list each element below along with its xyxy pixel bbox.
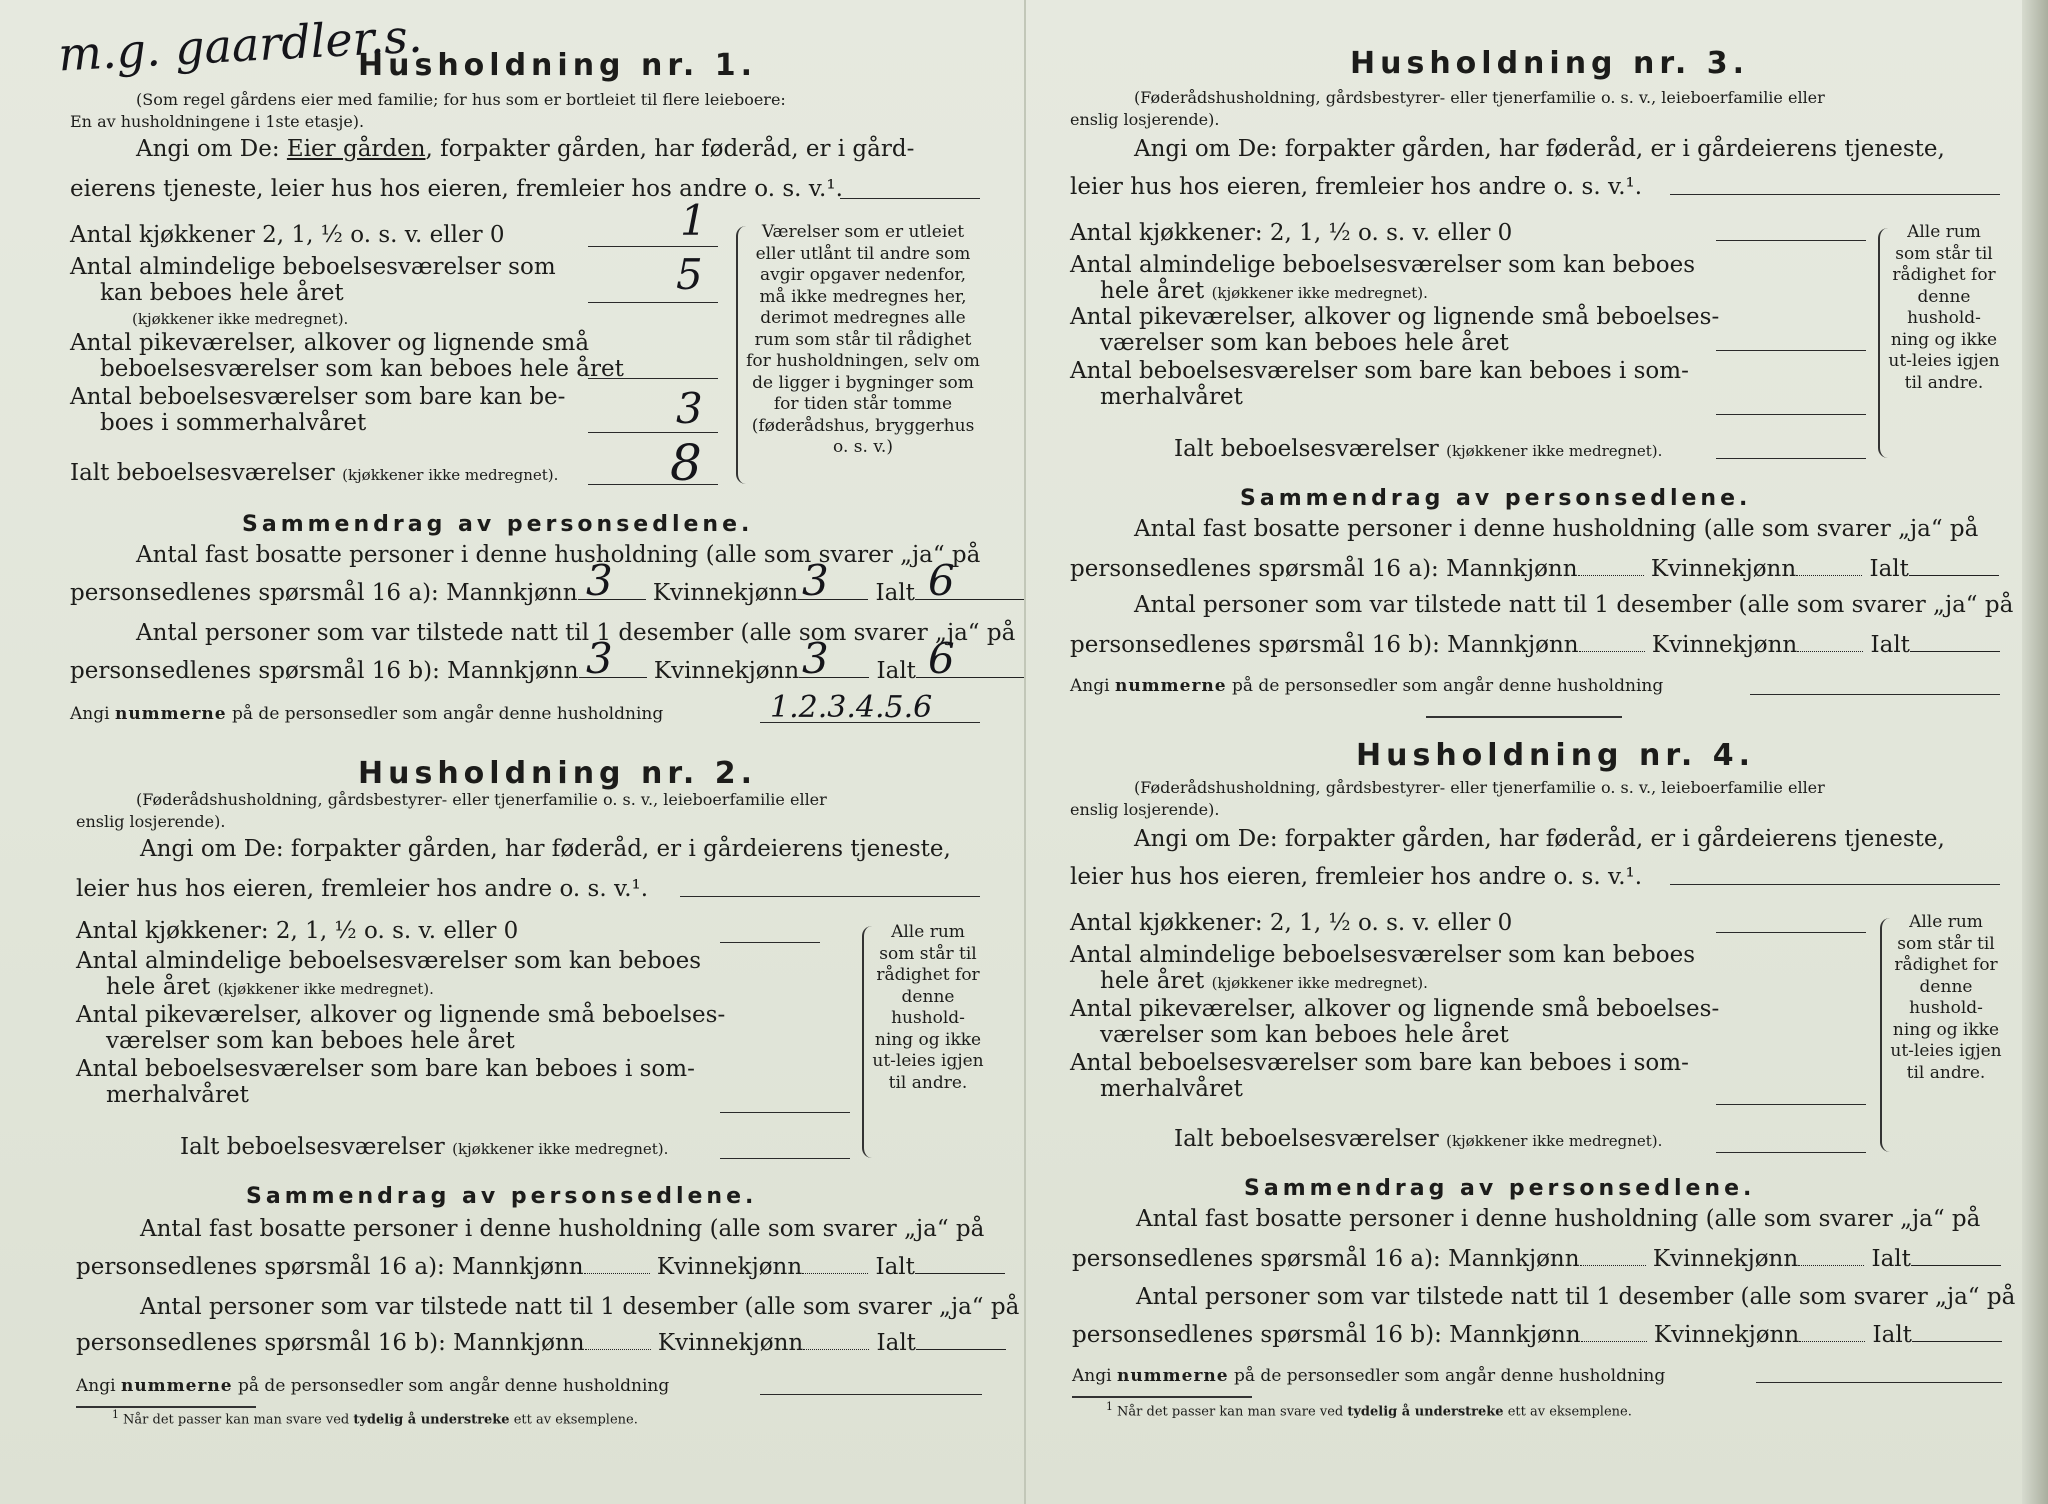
- scan-edge-shadow: [2022, 0, 2048, 1504]
- h3-natt-line2: personsedlenes spørsmål 16 b): Mannkjønn Kvinnekjønn Ialt: [1070, 632, 2000, 658]
- h3-kjokken-label: Antal kjøkkener: 2, 1, ½ o. s. v. eller 0: [1070, 220, 1513, 246]
- h1-side-note: Værelser som er utleiet eller utlånt til andre som avgir opgaver nedenfor, må ikke medregnes her, derimot medregnes alle rum som står til rådighet for husholdningen, selv om de ligger i bygninger som for tiden står tomme (føderådshus, bryggerhus o. s. v.): [746, 222, 980, 457]
- h1-pike-label1: Antal pikeværelser, alkover og lignende små: [70, 330, 590, 356]
- h1-natt-line2: personsedlenes spørsmål 16 b): Mannkjønn Kvinnekjønn Ialt: [70, 658, 1026, 684]
- h3-side-note: Alle rum som står til rådighet for denne hushold-ning og ikke ut-leies igjen til andre.: [1888, 222, 2000, 393]
- h1-fast-line2: personsedlenes spørsmål 16 a): Mannkjønn Kvinnekjønn Ialt: [70, 580, 1025, 606]
- h4-ialt-line: [1716, 1152, 1866, 1153]
- left-footnote: $^1$ Når det passer kan man svare ved tydelig å understreke ett av eksemplene.: [112, 1408, 638, 1428]
- h1-fast-kvinne: 3: [802, 556, 829, 605]
- h2-alm-label1: Antal almindelige beboelsesværelser som kan beboes: [76, 948, 702, 974]
- h2-sammendrag: Sammendrag av personsedlene.: [246, 1184, 758, 1209]
- h4-alm-label2: hele året (kjøkkener ikke medregnet).: [1100, 968, 1428, 994]
- h4-pike-label2: værelser som kan beboes hele året: [1100, 1022, 1509, 1048]
- h1-angi-answer-line: [840, 198, 980, 199]
- h1-kjokken-value: 1: [680, 196, 707, 245]
- h3-kjokken-line: [1716, 240, 1866, 241]
- h2-side-note: Alle rum som står til rådighet for denne hushold-ning og ikke ut-leies igjen til andre.: [872, 922, 984, 1093]
- h3-note2: enslig losjerende).: [1070, 110, 1220, 129]
- h3-sammendrag: Sammendrag av personsedlene.: [1240, 486, 1752, 511]
- h4-ialt-label: Ialt beboelsesværelser (kjøkkener ikke medregnet).: [1174, 1126, 1663, 1152]
- h4-angi-line1: Angi om De: forpakter gården, har føderåd, er i gårdeierens tjeneste,: [1134, 826, 1945, 852]
- h3-note: (Føderådshusholdning, gårdsbestyrer- eller tjenerfamilie o. s. v., leieboerfamilie eller: [1134, 88, 1825, 107]
- h3-alm-label2: hele året (kjøkkener ikke medregnet).: [1100, 278, 1428, 304]
- h1-alm-line: [588, 302, 718, 303]
- h2-kjokken-line: [720, 942, 820, 943]
- h1-alm-label1: Antal almindelige beboelsesværelser som: [70, 254, 556, 280]
- h4-fast-line1: Antal fast bosatte personer i denne husholdning (alle som svarer „ja“ på: [1136, 1206, 1981, 1232]
- h3-brace: [1878, 228, 1888, 458]
- h3-nummerne-line: [1750, 694, 2000, 695]
- h4-natt-line1: Antal personer som var tilstede natt til 1 desember (alle som svarer „ja“ på: [1136, 1284, 2016, 1310]
- h2-nummerne: Angi nummerne på de personsedler som angår denne husholdning: [76, 1376, 670, 1396]
- h3-pike-label2: værelser som kan beboes hele året: [1100, 330, 1509, 356]
- h2-alm-label2: hele året (kjøkkener ikke medregnet).: [106, 974, 434, 1000]
- h3-pike-line: [1716, 350, 1866, 351]
- h3-angi-line2: leier hus hos eieren, fremleier hos andre o. s. v.¹.: [1070, 174, 1643, 200]
- h3-ialt-line: [1716, 458, 1866, 459]
- h1-angi-line1: Angi om De: Eier gården, forpakter gården, har føderåd, er i gård-: [136, 136, 915, 162]
- h4-sommer-line: [1716, 1104, 1866, 1105]
- h1-pike-label2: beboelsesværelser som kan beboes hele året: [100, 356, 624, 382]
- h3-fast-line1: Antal fast bosatte personer i denne husholdning (alle som svarer „ja“ på: [1134, 516, 1979, 542]
- h1-pike-line: [588, 378, 718, 379]
- h2-ialt-line: [720, 1158, 850, 1159]
- h2-sommer-line: [720, 1112, 850, 1113]
- h3-angi-answer-line: [1670, 194, 2000, 195]
- h1-ialt-value: 8: [670, 434, 702, 492]
- handwritten-header: m.g. gaardler.s.: [56, 8, 424, 82]
- h4-sammendrag: Sammendrag av personsedlene.: [1244, 1176, 1756, 1201]
- h2-sommer-label1: Antal beboelsesværelser som bare kan beboes i som-: [76, 1056, 695, 1082]
- h1-title: Husholdning nr. 1.: [358, 48, 757, 83]
- h2-angi-line1: Angi om De: forpakter gården, har føderåd, er i gårdeierens tjeneste,: [140, 836, 951, 862]
- h4-sommer-label2: merhalvåret: [1100, 1076, 1243, 1102]
- h1-sommer-label2: boes i sommerhalvåret: [100, 410, 367, 436]
- h1-brace: [736, 226, 746, 484]
- h2-note: (Føderådshusholdning, gårdsbestyrer- eller tjenerfamilie o. s. v., leieboerfamilie eller: [136, 790, 827, 809]
- h4-title: Husholdning nr. 4.: [1356, 738, 1755, 773]
- h2-title: Husholdning nr. 2.: [358, 756, 757, 791]
- h1-nummerne-value: 1.2.3.4.5.6: [770, 690, 933, 725]
- h4-note2: enslig losjerende).: [1070, 800, 1220, 819]
- h1-alm-sub: (kjøkkener ikke medregnet).: [132, 310, 349, 328]
- right-foot-rule: [1072, 1396, 1252, 1398]
- h2-fast-line2: personsedlenes spørsmål 16 a): Mannkjønn Kvinnekjønn Ialt: [76, 1254, 1005, 1280]
- h1-fast-ialt: 6: [928, 556, 955, 605]
- h4-fast-line2: personsedlenes spørsmål 16 a): Mannkjønn Kvinnekjønn Ialt: [1072, 1246, 2001, 1272]
- h3-fast-line2: personsedlenes spørsmål 16 a): Mannkjønn Kvinnekjønn Ialt: [1070, 556, 1999, 582]
- h1-sommer-label1: Antal beboelsesværelser som bare kan be-: [70, 384, 566, 410]
- h4-note: (Føderådshusholdning, gårdsbestyrer- eller tjenerfamilie o. s. v., leieboerfamilie eller: [1134, 778, 1825, 797]
- h4-kjokken-label: Antal kjøkkener: 2, 1, ½ o. s. v. eller 0: [1070, 910, 1513, 936]
- h1-natt-line1: Antal personer som var tilstede natt til 1 desember (alle som svarer „ja“ på: [136, 620, 1016, 646]
- h2-pike-label2: værelser som kan beboes hele året: [106, 1028, 515, 1054]
- h4-sommer-label1: Antal beboelsesværelser som bare kan beboes i som-: [1070, 1050, 1689, 1076]
- h1-natt-kvinne: 3: [802, 634, 829, 683]
- h1-note2: En av husholdningene i 1ste etasje).: [70, 112, 365, 131]
- h2-ialt-label: Ialt beboelsesværelser (kjøkkener ikke medregnet).: [180, 1134, 669, 1160]
- h4-pike-label1: Antal pikeværelser, alkover og lignende små beboelses-: [1070, 996, 1720, 1022]
- h1-eier-underlined: Eier gården: [286, 136, 426, 162]
- h2-natt-line2: personsedlenes spørsmål 16 b): Mannkjønn Kvinnekjønn Ialt: [76, 1330, 1006, 1356]
- right-footnote: $^1$ Når det passer kan man svare ved tydelig å understreke ett av eksemplene.: [1106, 1400, 1632, 1420]
- h1-fast-mann: 3: [586, 556, 613, 605]
- h4-alm-label1: Antal almindelige beboelsesværelser som kan beboes: [1070, 942, 1696, 968]
- h1-angi-line2: eierens tjeneste, leier hus hos eieren, fremleier hos andre o. s. v.¹.: [70, 176, 843, 202]
- h2-note2: enslig losjerende).: [76, 812, 226, 831]
- h3-angi-line1: Angi om De: forpakter gården, har føderåd, er i gårdeierens tjeneste,: [1134, 136, 1945, 162]
- h4-nummerne: Angi nummerne på de personsedler som angår denne husholdning: [1072, 1366, 1666, 1386]
- h2-brace: [862, 926, 872, 1158]
- h3-alm-label1: Antal almindelige beboelsesværelser som kan beboes: [1070, 252, 1696, 278]
- h2-kjokken-label: Antal kjøkkener: 2, 1, ½ o. s. v. eller 0: [76, 918, 519, 944]
- h1-kjokken-label: Antal kjøkkener 2, 1, ½ o. s. v. eller 0: [70, 222, 505, 248]
- h4-kjokken-line: [1716, 932, 1866, 933]
- h3-natt-line1: Antal personer som var tilstede natt til 1 desember (alle som svarer „ja“ på: [1134, 592, 2014, 618]
- h3-title: Husholdning nr. 3.: [1350, 46, 1749, 81]
- h2-angi-line2: leier hus hos eieren, fremleier hos andre o. s. v.¹.: [76, 876, 649, 902]
- h4-brace: [1880, 918, 1890, 1152]
- h4-natt-line2: personsedlenes spørsmål 16 b): Mannkjønn Kvinnekjønn Ialt: [1072, 1322, 2002, 1348]
- h2-nummerne-line: [760, 1394, 982, 1395]
- h4-angi-answer-line: [1670, 884, 2000, 885]
- h3-ialt-label: Ialt beboelsesværelser (kjøkkener ikke medregnet).: [1174, 436, 1663, 462]
- h3-nummerne: Angi nummerne på de personsedler som angår denne husholdning: [1070, 676, 1664, 696]
- h1-ialt-label: Ialt beboelsesværelser (kjøkkener ikke medregnet).: [70, 460, 559, 486]
- h3-sommer-line: [1716, 414, 1866, 415]
- h1-fast-line1: Antal fast bosatte personer i denne husholdning (alle som svarer „ja“ på: [136, 542, 981, 568]
- h4-side-note: Alle rum som står til rådighet for denne hushold-ning og ikke ut-leies igjen til andre.: [1890, 912, 2002, 1083]
- h4-nummerne-line: [1756, 1382, 2002, 1383]
- h3-sommer-label1: Antal beboelsesværelser som bare kan beboes i som-: [1070, 358, 1689, 384]
- h1-natt-ialt: 6: [928, 634, 955, 683]
- h1-alm-value: 5: [676, 250, 703, 299]
- h1-natt-mann: 3: [586, 634, 613, 683]
- h1-sommer-value: 3: [676, 384, 703, 433]
- h2-pike-label1: Antal pikeværelser, alkover og lignende små beboelses-: [76, 1002, 726, 1028]
- h2-angi-answer-line: [680, 896, 980, 897]
- h3-h4-separator: [1426, 716, 1622, 718]
- h3-pike-label1: Antal pikeværelser, alkover og lignende små beboelses-: [1070, 304, 1720, 330]
- h2-natt-line1: Antal personer som var tilstede natt til 1 desember (alle som svarer „ja“ på: [140, 1294, 1020, 1320]
- h1-sammendrag: Sammendrag av personsedlene.: [242, 512, 754, 537]
- h1-kjokken-line: [588, 246, 718, 247]
- h1-nummerne: Angi nummerne på de personsedler som angår denne husholdning: [70, 704, 664, 724]
- h1-alm-label2: kan beboes hele året: [100, 280, 344, 306]
- h3-sommer-label2: merhalvåret: [1100, 384, 1243, 410]
- h1-note: (Som regel gårdens eier med familie; for hus som er bortleiet til flere leieboere:: [136, 90, 786, 109]
- h2-fast-line1: Antal fast bosatte personer i denne husholdning (alle som svarer „ja“ på: [140, 1216, 985, 1242]
- h2-sommer-label2: merhalvåret: [106, 1082, 249, 1108]
- h4-angi-line2: leier hus hos eieren, fremleier hos andre o. s. v.¹.: [1070, 864, 1643, 890]
- right-page: [1024, 0, 2048, 1504]
